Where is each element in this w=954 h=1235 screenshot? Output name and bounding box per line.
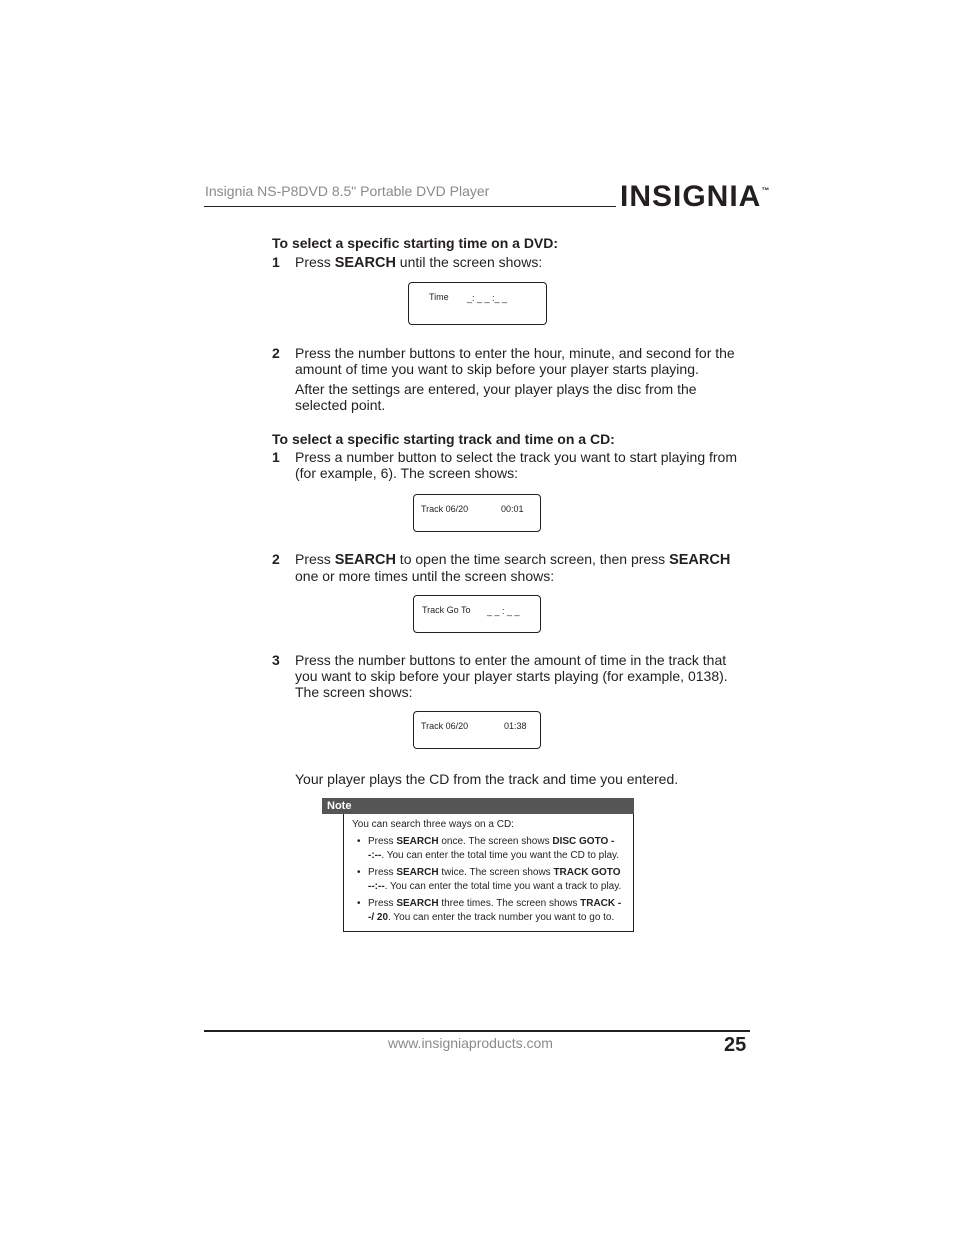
text-fragment: . You can enter the total time you want a track to play. — [384, 881, 622, 892]
note-title-bar — [322, 798, 634, 814]
screen-readout: DISC GOTO --:-- — [368, 836, 615, 861]
screen-label: Track 06/20 — [421, 504, 469, 514]
screen-display-track — [413, 494, 541, 532]
screen-display-time — [408, 282, 547, 325]
text-fragment: Press — [368, 867, 397, 878]
logo-text: INSIGNIA — [620, 180, 762, 213]
text-fragment: Press — [368, 836, 397, 847]
screen-value: _ _ : _ _ — [487, 606, 520, 616]
text-fragment: Press — [295, 254, 335, 270]
screen-readout: TRACK GOTO --:-- — [368, 867, 621, 892]
footer-url: www.insigniaproducts.com — [388, 1035, 553, 1051]
screen-readout: TRACK --/ 20 — [368, 898, 622, 923]
search-key-label: SEARCH — [396, 867, 439, 878]
text-fragment: Press — [368, 898, 397, 909]
text-fragment: to open the time search screen, then press — [395, 551, 670, 567]
text-fragment: twice. The screen shows — [438, 867, 554, 878]
search-key-label: SEARCH — [334, 255, 396, 271]
screen-value: 00:01 — [501, 504, 524, 514]
bullet-dot: • — [357, 836, 361, 847]
text-fragment: once. The screen shows — [438, 836, 553, 847]
screen-label: Track Go To — [422, 605, 471, 615]
text-fragment: three times. The screen shows — [438, 898, 581, 909]
dvd-step2-text: Press the number buttons to enter the hour, minute, and second for the amount of time you want to skip before your player starts playing. — [295, 345, 735, 377]
header-rule — [204, 206, 616, 207]
text-fragment: one or more times until the screen shows: — [295, 568, 555, 584]
screen-value: _: _ _ :_ _ — [467, 293, 508, 303]
bullet-dot: • — [357, 867, 361, 878]
header-title: Insignia NS-P8DVD 8.5" Portable DVD Player — [205, 183, 490, 199]
note-title: Note — [327, 800, 352, 812]
logo-trademark: ™ — [761, 186, 771, 195]
screen-value: 01:38 — [504, 721, 527, 731]
note-bullet — [357, 897, 623, 925]
dvd-step2-after: After the settings are entered, your player plays the disc from the selected point. — [295, 381, 697, 413]
screen-display-track-goto — [413, 595, 541, 633]
cd-closing-text: Your player plays the CD from the track and time you entered. — [295, 771, 679, 787]
text-fragment: . You can enter the track number you want to go to. — [388, 912, 615, 923]
screen-display-track-time — [413, 711, 541, 749]
dvd-step1-text — [295, 254, 750, 271]
dvd-step1-number: 1 — [272, 254, 280, 270]
note-bullet — [357, 866, 623, 894]
footer-rule — [204, 1030, 750, 1032]
screen-label: Track 06/20 — [421, 721, 469, 731]
text-fragment: . You can enter the total time you want the CD to play. — [381, 850, 620, 861]
cd-step2-number: 2 — [272, 551, 280, 567]
cd-step1-text: Press a number button to select the track you want to start playing from (for example, 6). The screen shows: — [295, 449, 737, 481]
note-intro: You can search three ways on a CD: — [352, 819, 514, 830]
search-key-label: SEARCH — [396, 836, 439, 847]
page-number: 25 — [724, 1034, 747, 1056]
bullet-dot: • — [357, 898, 361, 909]
text-fragment: Press — [295, 551, 335, 567]
search-key-label: SEARCH — [396, 898, 439, 909]
search-key-label: SEARCH — [669, 552, 731, 568]
note-bullet — [357, 835, 623, 863]
cd-step3-text: Press the number buttons to enter the amount of time in the track that you want to skip before your player starts playing (for example, 0138). The screen shows: — [295, 652, 728, 700]
insignia-logo — [620, 180, 770, 214]
screen-label: Time — [429, 292, 449, 302]
search-key-label: SEARCH — [334, 552, 396, 568]
cd-step3-number: 3 — [272, 652, 280, 668]
dvd-section-heading: To select a specific starting time on a DVD: — [272, 235, 559, 251]
cd-step1-number: 1 — [272, 449, 280, 465]
note-body — [343, 814, 634, 932]
cd-step2-text — [295, 551, 750, 584]
text-fragment: until the screen shows: — [395, 254, 543, 270]
cd-section-heading: To select a specific starting track and time on a CD: — [272, 431, 615, 447]
dvd-step2-number: 2 — [272, 345, 280, 361]
